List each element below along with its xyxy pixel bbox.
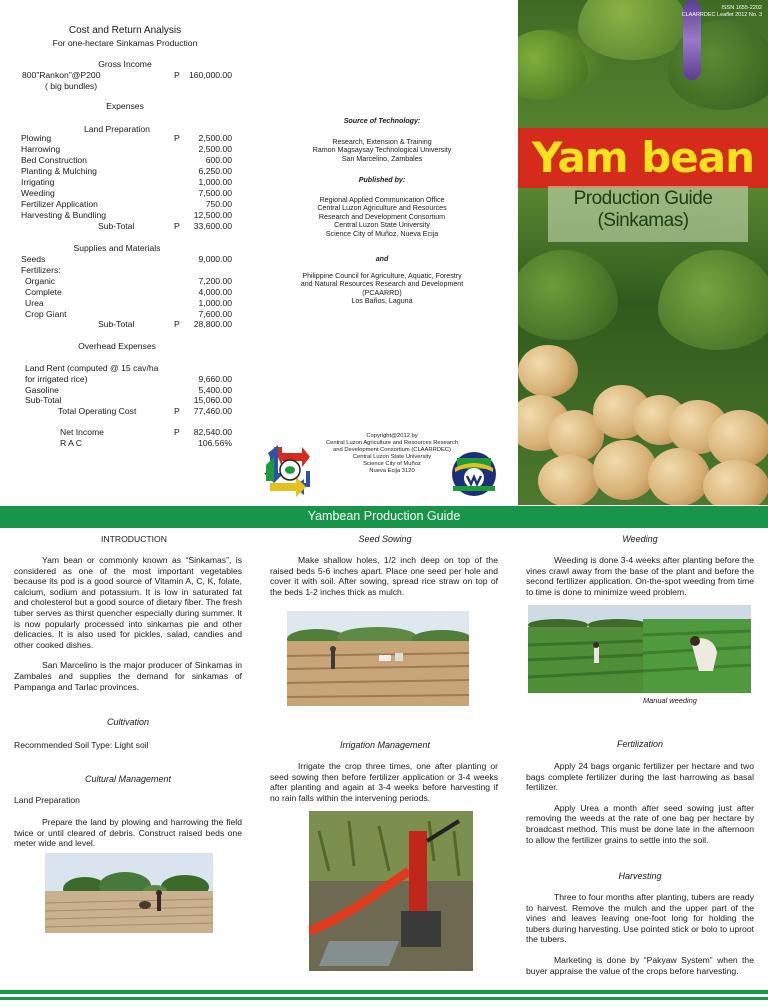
row-label: Bed Construction bbox=[21, 155, 87, 165]
fertilizer-row bbox=[0, 276, 240, 287]
cost-title: Cost and Return Analysis bbox=[68, 25, 182, 36]
row-label: Organic bbox=[25, 276, 56, 286]
manual-weeding-photo bbox=[643, 605, 751, 693]
land-prep-text bbox=[14, 817, 242, 849]
credit-line: Regional Applied Communication Office bbox=[319, 196, 445, 204]
intro-text bbox=[14, 555, 242, 692]
weeding-heading: Weeding bbox=[622, 534, 658, 544]
land-rent-amount: 9,660.00 bbox=[198, 374, 232, 384]
land-prep-row bbox=[0, 177, 240, 188]
supplies-heading: Supplies and Materials bbox=[73, 243, 161, 253]
peso-sign: P bbox=[174, 70, 180, 80]
land-rent-row bbox=[0, 363, 240, 374]
credit-line: Central Luzon Agriculture and Resources Research bbox=[325, 439, 459, 446]
cultural-heading: Cultural Management bbox=[84, 774, 172, 784]
land-rent-label-2: for irrigated rice) bbox=[25, 374, 88, 384]
clsu-arrows-logo bbox=[264, 443, 314, 499]
harvesting-heading: Harvesting bbox=[618, 871, 662, 881]
row-label: Complete bbox=[25, 287, 62, 297]
fertilization-heading: Fertilization bbox=[616, 739, 663, 749]
credit-line: and Natural Resources Research and Development bbox=[300, 280, 464, 289]
expenses-heading: Expenses bbox=[106, 101, 144, 111]
credit-line: Central Luzon State University bbox=[352, 453, 432, 460]
subtotal-amount: 15,060.00 bbox=[193, 395, 232, 405]
net-income-row bbox=[0, 427, 240, 438]
peso-sign: P bbox=[174, 133, 180, 143]
rac-row bbox=[0, 438, 240, 449]
weeding-text bbox=[526, 555, 754, 597]
row-amount: 750.00 bbox=[205, 199, 232, 209]
footer-rule bbox=[0, 997, 768, 1000]
gasoline-label: Gasoline bbox=[25, 385, 59, 395]
seeds-row bbox=[0, 254, 240, 265]
harvesting-paragraph-1: Three to four months after planting, tubers are ready to harvest. Remove the mulch and the upper part of the vines and leaves leaving one-foot long for holding the tubers during harvesting. Use pointed stick or bolo to uproot the tubers. bbox=[526, 892, 754, 945]
net-income-label: Net Income bbox=[60, 427, 104, 437]
row-amount: 6,250.00 bbox=[198, 166, 232, 176]
subtotal-label: Sub-Total bbox=[25, 395, 62, 405]
row-amount: 7,500.00 bbox=[198, 188, 232, 198]
peso-sign: P bbox=[174, 221, 180, 231]
land-prep-paragraph: Prepare the land by plowing and harrowing the field twice or until cleared of debris. Construct raised beds one meter wide and level. bbox=[14, 817, 242, 849]
credit-line: Research and Development Consortium bbox=[318, 212, 446, 221]
row-label: Irrigating bbox=[21, 177, 55, 187]
council-lines bbox=[262, 272, 502, 306]
irrigation-paragraph: Irrigate the crop three times, one after planting or seed sowing then before fertilizer application or 3-4 weeks after planting and again at 3-4 weeks before harvesting if no rain falls within the intervening periods. bbox=[270, 761, 498, 803]
issn-label bbox=[682, 5, 762, 18]
leaf-decoration bbox=[518, 250, 618, 340]
land-prep-heading: Land Preparation bbox=[84, 124, 150, 134]
credit-line: Philippine Council for Agriculture, Aquatic, Forestry bbox=[302, 272, 462, 280]
source-lines bbox=[262, 138, 502, 163]
band-title: Yambean Production Guide bbox=[307, 509, 461, 523]
weeding-caption: Manual weeding bbox=[643, 696, 697, 705]
intro-paragraph-1: Yam bean or commonly known as “Sinkamas”, is considered as one of the most important vegetables because its pod is a good source of Vitamin A, C, K, folate, calcium, sodium and potassium. It is low in saturated fat and cholesterol but a good source of dietary fiber. The fresh tuber serves as thirst quencher especially during summer. It is now popularly processed into sinkamas pie and other delicacies. It is also used for pickles, salad, candies and other cooked dishes. bbox=[14, 555, 242, 650]
credit-line: San Marcelino, Zambales bbox=[341, 154, 423, 163]
total-operating-label: Total Operating Cost bbox=[58, 406, 137, 416]
credit-line: Central Luzon Agriculture and Resources bbox=[317, 204, 447, 213]
cover-panel bbox=[518, 0, 768, 505]
intro-heading: INTRODUCTION bbox=[101, 534, 167, 544]
row-amount: 1,000.00 bbox=[198, 298, 232, 308]
land-prep-row bbox=[0, 166, 240, 177]
pcaarrd-logo bbox=[449, 450, 499, 498]
credit-line: Los Baños, Laguna bbox=[351, 297, 413, 306]
published-lines bbox=[262, 196, 502, 238]
row-amount: 600.00 bbox=[205, 155, 232, 165]
row-label: Weeding bbox=[21, 188, 55, 198]
land-preparation-photo bbox=[45, 853, 213, 933]
row-label: Harrowing bbox=[21, 144, 61, 154]
subtotal-label: Sub-Total bbox=[98, 221, 135, 231]
total-operating-row bbox=[0, 406, 240, 417]
total-operating-amount: 77,460.00 bbox=[193, 406, 232, 416]
weeding-field-photo bbox=[528, 605, 643, 693]
tuber bbox=[518, 345, 578, 397]
leaf-decoration bbox=[578, 0, 688, 60]
published-heading: Published by: bbox=[358, 176, 406, 184]
gross-income-heading: Gross Income bbox=[98, 59, 152, 69]
cover-subtitle-1: Production Guide bbox=[573, 188, 713, 209]
harvesting-paragraph-2: Marketing is done by “Pakyaw System” when the buyer appraise the value of the crops before harvesting. bbox=[526, 954, 754, 976]
credit-line: Science City of Muñoz, Nueva Ecija bbox=[325, 229, 439, 238]
intro-paragraph-2: San Marcelino is the major producer of Sinkamas in Zambales and supplies the demand for sinkamas of Pampanga and Tarlac provinces. bbox=[14, 660, 242, 692]
irrigation-heading: Irrigation Management bbox=[339, 740, 431, 750]
row-amount: 2,500.00 bbox=[198, 133, 232, 143]
land-prep-row bbox=[0, 144, 240, 155]
tuber bbox=[593, 440, 657, 500]
fertilizer-row bbox=[0, 287, 240, 298]
issn-line: CLAARRDEC Leaflet 2012 No. 3 bbox=[681, 11, 762, 18]
row-amount: 1,000.00 bbox=[198, 177, 232, 187]
gross-amount: 160,000.00 bbox=[188, 70, 232, 80]
fertilization-text bbox=[526, 761, 754, 845]
weeding-paragraph: Weeding is done 3-4 weeks after planting before the vines crawl away from the base of the plant and before the second fertilizer application. On-the-spot weeding from time to time is done to minimize weed problem. bbox=[526, 555, 754, 597]
subtotal-amount: 33,600.00 bbox=[193, 221, 232, 231]
row-label: Crop Giant bbox=[25, 309, 67, 319]
land-prep-label: Land Preparation bbox=[14, 795, 80, 805]
tuber bbox=[538, 455, 600, 505]
credit-line: (PCAARRD) bbox=[362, 288, 402, 297]
subtotal-amount: 28,800.00 bbox=[193, 319, 232, 329]
overhead-heading: Overhead Expenses bbox=[78, 341, 156, 351]
section-band bbox=[0, 506, 768, 528]
row-label: Planting & Mulching bbox=[21, 166, 97, 176]
seed-sowing-paragraph: Make shallow holes, 1/2 inch deep on top of the raised beds 5-6 inches apart. Place one seed per hole and cover it with soil. After sowing, spread rice straw on top of the beds 1-2 inches thick as mulch. bbox=[270, 555, 498, 597]
row-amount: 4,000.00 bbox=[198, 287, 232, 297]
land-prep-row bbox=[0, 188, 240, 199]
and-label: and bbox=[375, 255, 389, 263]
seed-sowing-heading: Seed Sowing bbox=[358, 534, 412, 544]
credit-line: Copyright@2012 by bbox=[366, 433, 418, 439]
land-prep-row bbox=[0, 133, 240, 144]
harvesting-text bbox=[526, 892, 754, 976]
supplies-subtotal bbox=[0, 319, 240, 330]
rac-amount: 106.56% bbox=[198, 438, 232, 448]
credit-line: Research, Extension & Training bbox=[332, 138, 432, 146]
irrigation-text bbox=[270, 761, 498, 803]
peso-sign: P bbox=[174, 427, 180, 437]
cultivation-heading: Cultivation bbox=[106, 717, 150, 727]
copyright-lines bbox=[312, 433, 472, 474]
gasoline-amount: 5,400.00 bbox=[198, 385, 232, 395]
footer-rule bbox=[0, 990, 768, 994]
row-amount: 2,500.00 bbox=[198, 144, 232, 154]
credit-line: Ramon Magsaysay Technological University bbox=[312, 146, 452, 155]
land-prep-subtotal bbox=[0, 221, 240, 232]
row-amount: 7,600.00 bbox=[198, 309, 232, 319]
seed-sowing-text bbox=[270, 555, 498, 597]
cover-title: Yam bean bbox=[531, 133, 755, 182]
peso-sign: P bbox=[174, 319, 180, 329]
fertilizers-label: Fertilizers: bbox=[21, 265, 61, 275]
seed-sowing-photo bbox=[287, 611, 469, 706]
leaf-decoration bbox=[518, 30, 588, 100]
row-amount: 12,500.00 bbox=[193, 210, 232, 220]
credit-line: Nueva Ecija 3120 bbox=[369, 467, 415, 474]
row-label: Urea bbox=[25, 298, 44, 308]
net-income-amount: 82,540.00 bbox=[193, 427, 232, 437]
cost-subtitle: For one-hectare Sinkamas Production bbox=[52, 38, 198, 48]
fertilization-paragraph-2: Apply Urea a month after seed sowing just after removing the weeds at the rate of one bag per hectare by broadcast method. This must be done late in the afternoon to allow the fertilizer grains to settle into the soil. bbox=[526, 802, 754, 845]
land-rent-label: Land Rent (computed @ 15 cav/ha bbox=[25, 363, 159, 373]
gross-sub: ( big bundles) bbox=[45, 81, 98, 91]
cover-subtitle-2: (Sinkamas) bbox=[597, 210, 689, 231]
seeds-label: Seeds bbox=[21, 254, 46, 264]
gross-label: 800”Rankon”@P200 bbox=[22, 70, 101, 80]
land-prep-row bbox=[0, 199, 240, 210]
subtotal-label: Sub-Total bbox=[98, 319, 135, 329]
issn-line: ISSN 1655-2202 bbox=[721, 5, 762, 11]
land-rent-row-2 bbox=[0, 374, 240, 385]
fertilization-paragraph-1: Apply 24 bags organic fertilizer per hectare and two bags complete fertilizer during the last harrowing as basal fertilizer. bbox=[526, 761, 754, 793]
soil-type: Recommended Soil Type: Light soil bbox=[14, 740, 149, 750]
cost-return-panel bbox=[0, 0, 262, 505]
irrigation-pump-photo bbox=[309, 811, 473, 971]
gross-row bbox=[0, 70, 240, 81]
tuber bbox=[648, 448, 710, 505]
credits-panel bbox=[262, 0, 517, 505]
rac-label: R A C bbox=[60, 438, 82, 448]
row-label: Harvesting & Bundling bbox=[21, 210, 107, 220]
credit-line: Central Luzon State University bbox=[334, 221, 430, 230]
row-label: Plowing bbox=[21, 133, 52, 143]
land-prep-row bbox=[0, 155, 240, 166]
seeds-amount: 9,000.00 bbox=[198, 254, 232, 264]
credit-line: and Development Consortium (CLAARRDEC) bbox=[333, 446, 451, 453]
row-label: Fertilizer Application bbox=[21, 199, 98, 209]
land-prep-row bbox=[0, 210, 240, 221]
credit-line: Science City of Muñoz bbox=[363, 460, 421, 467]
overhead-subtotal bbox=[0, 395, 240, 406]
tuber bbox=[703, 460, 768, 505]
row-amount: 7,200.00 bbox=[198, 276, 232, 286]
fertilizer-row bbox=[0, 298, 240, 309]
source-heading: Source of Technology: bbox=[343, 117, 421, 125]
leaf-decoration bbox=[658, 250, 768, 350]
peso-sign: P bbox=[174, 406, 180, 416]
